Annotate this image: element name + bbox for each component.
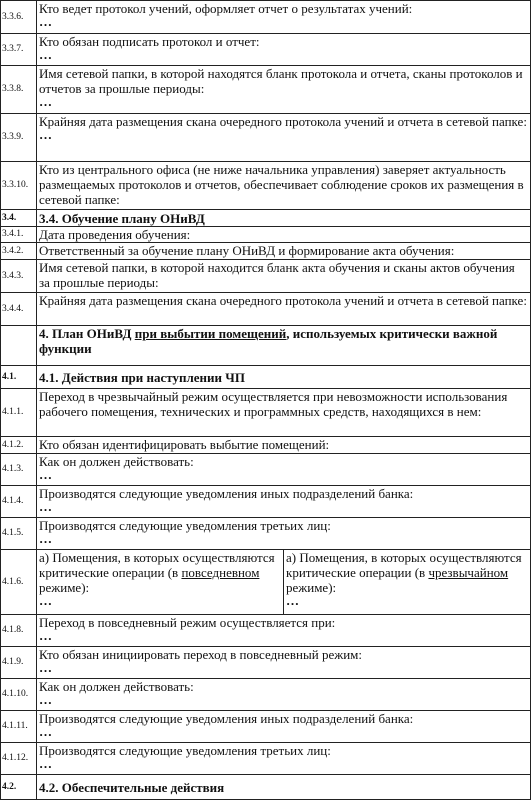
row-text: Ответственный за обучение плану ОНиВД и формирование акта обучения: xyxy=(37,243,531,260)
row-text xyxy=(37,1,531,34)
row-text xyxy=(37,518,531,550)
row-label: Производятся следующие уведомления иных подразделений банка: xyxy=(39,711,414,726)
table-row xyxy=(1,293,531,326)
table-row xyxy=(1,66,531,114)
row-text: Кто обязан идентифицировать выбытие помещений: xyxy=(37,437,531,454)
chapter-number xyxy=(1,326,37,366)
row-number: 4.1.11. xyxy=(1,711,37,743)
row-text xyxy=(37,454,531,486)
table-row xyxy=(1,615,531,647)
blank-dots: … xyxy=(39,593,52,608)
right-text: а) Помещения, в которых осуществляются критические операции (в xyxy=(286,550,522,580)
left-text: режиме): xyxy=(39,580,90,595)
section-row xyxy=(1,366,531,389)
right-text-underlined: чрезвычайном xyxy=(428,565,509,580)
section-number: 4.2. xyxy=(1,775,37,800)
row-label: Кто обязан инициировать переход в повседневный режим: xyxy=(39,647,363,662)
row-number: 4.1.9. xyxy=(1,647,37,679)
table-row xyxy=(1,389,531,437)
row-number: 4.1.12. xyxy=(1,743,37,775)
row-label: Кто обязан подписать протокол и отчет: xyxy=(39,34,260,49)
row-label: Имя сетевой папки, в которой находятся бланк протокола и отчета, сканы протоколов и отчетов за прошлые периоды: xyxy=(39,66,523,96)
chapter-title-part: 4. План ОНиВД xyxy=(39,326,135,341)
section-title: 3.4. Обучение плану ОНиВД xyxy=(37,210,531,227)
row-label: Производятся следующие уведомления третьих лиц: xyxy=(39,518,331,533)
row-text xyxy=(37,711,531,743)
row-number: 3.3.6. xyxy=(1,1,37,34)
table-row xyxy=(1,162,531,210)
right-column xyxy=(284,550,531,614)
row-label: Производятся следующие уведомления третьих лиц: xyxy=(39,743,331,758)
section-title: 4.1. Действия при наступлении ЧП xyxy=(37,366,531,389)
row-label: Как он должен действовать: xyxy=(39,679,194,694)
split-table xyxy=(37,550,530,614)
table-row xyxy=(1,486,531,518)
row-number: 4.1.1. xyxy=(1,389,37,437)
row-number: 3.4.4. xyxy=(1,293,37,326)
blank-dots: … xyxy=(39,531,52,546)
row-number: 4.1.10. xyxy=(1,679,37,711)
table-row xyxy=(1,454,531,486)
row-number: 4.1.2. xyxy=(1,437,37,454)
chapter-title-underlined: при выбытии помещений xyxy=(134,326,287,341)
section-row xyxy=(1,210,531,227)
split-cell xyxy=(37,550,531,615)
blank-dots: … xyxy=(39,127,52,142)
section-number: 3.4. xyxy=(1,210,37,227)
row-text: Кто из центрального офиса (не ниже начальника управления) заверяет актуальность размещаемых протоколов и отчетов, обеспечивает соблюдение сроков их размещения в сетевой папке: xyxy=(37,162,531,210)
row-label: Кто ведет протокол учений, оформляет отчет о результатах учений: xyxy=(39,1,413,16)
blank-dots: … xyxy=(39,756,52,771)
table-row xyxy=(1,114,531,162)
row-number: 3.4.3. xyxy=(1,260,37,293)
table-row xyxy=(1,647,531,679)
row-number: 4.1.8. xyxy=(1,615,37,647)
table-row xyxy=(1,1,531,34)
section-number: 4.1. xyxy=(1,366,37,389)
blank-dots: … xyxy=(39,467,52,482)
blank-dots: … xyxy=(39,499,52,514)
table-row xyxy=(1,711,531,743)
blank-dots: … xyxy=(286,593,299,608)
row-number: 3.3.7. xyxy=(1,34,37,66)
row-text xyxy=(37,34,531,66)
section-title: 4.2. Обеспечительные действия xyxy=(37,775,531,800)
row-text: Крайняя дата размещения скана очередного протокола учений и отчета в сетевой папке: xyxy=(37,293,531,326)
chapter-title-part: , используемых критически важной функции xyxy=(39,326,498,356)
row-label: Как он должен действовать: xyxy=(39,454,194,469)
table-row xyxy=(1,243,531,260)
row-text: Переход в чрезвычайный режим осуществляется при невозможности использования рабочего помещения, технических и программных средств, находящихся в нем: xyxy=(37,389,531,437)
row-number: 4.1.4. xyxy=(1,486,37,518)
blank-dots: … xyxy=(39,14,52,29)
row-text: Имя сетевой папки, в которой находится бланк акта обучения и сканы актов обучения за прошлые периоды: xyxy=(37,260,531,293)
row-text xyxy=(37,743,531,775)
row-label: Крайняя дата размещения скана очередного протокола учений и отчета в сетевой папке: xyxy=(39,114,527,129)
section-row xyxy=(1,775,531,800)
row-text xyxy=(37,66,531,114)
table-row xyxy=(1,550,531,615)
row-number: 3.4.1. xyxy=(1,227,37,243)
row-text xyxy=(37,679,531,711)
table-row xyxy=(1,437,531,454)
right-text: режиме): xyxy=(286,580,337,595)
chapter-row xyxy=(1,326,531,366)
blank-dots: … xyxy=(39,47,52,62)
row-text xyxy=(37,114,531,162)
row-number: 3.3.8. xyxy=(1,66,37,114)
row-number: 4.1.6. xyxy=(1,550,37,615)
row-text: Дата проведения обучения: xyxy=(37,227,531,243)
row-number: 3.3.9. xyxy=(1,114,37,162)
table-row xyxy=(1,260,531,293)
blank-dots: … xyxy=(39,660,52,675)
blank-dots: … xyxy=(39,692,52,707)
table-row xyxy=(1,227,531,243)
row-label: Производятся следующие уведомления иных подразделений банка: xyxy=(39,486,414,501)
left-text-underlined: повседневном xyxy=(181,565,260,580)
blank-dots: … xyxy=(39,724,52,739)
table-row xyxy=(1,518,531,550)
table-row xyxy=(1,679,531,711)
blank-dots: … xyxy=(39,628,52,643)
row-number: 4.1.5. xyxy=(1,518,37,550)
row-text xyxy=(37,486,531,518)
row-number: 4.1.3. xyxy=(1,454,37,486)
row-label: Переход в повседневный режим осуществляется при: xyxy=(39,615,336,630)
left-column xyxy=(37,550,284,614)
left-text: а) Помещения, в которых осуществляются критические операции (в xyxy=(39,550,275,580)
chapter-title xyxy=(37,326,531,366)
table-row xyxy=(1,34,531,66)
row-text xyxy=(37,615,531,647)
row-number: 3.3.10. xyxy=(1,162,37,210)
table-row xyxy=(1,743,531,775)
row-number: 3.4.2. xyxy=(1,243,37,260)
blank-dots: … xyxy=(39,94,52,109)
row-text xyxy=(37,647,531,679)
